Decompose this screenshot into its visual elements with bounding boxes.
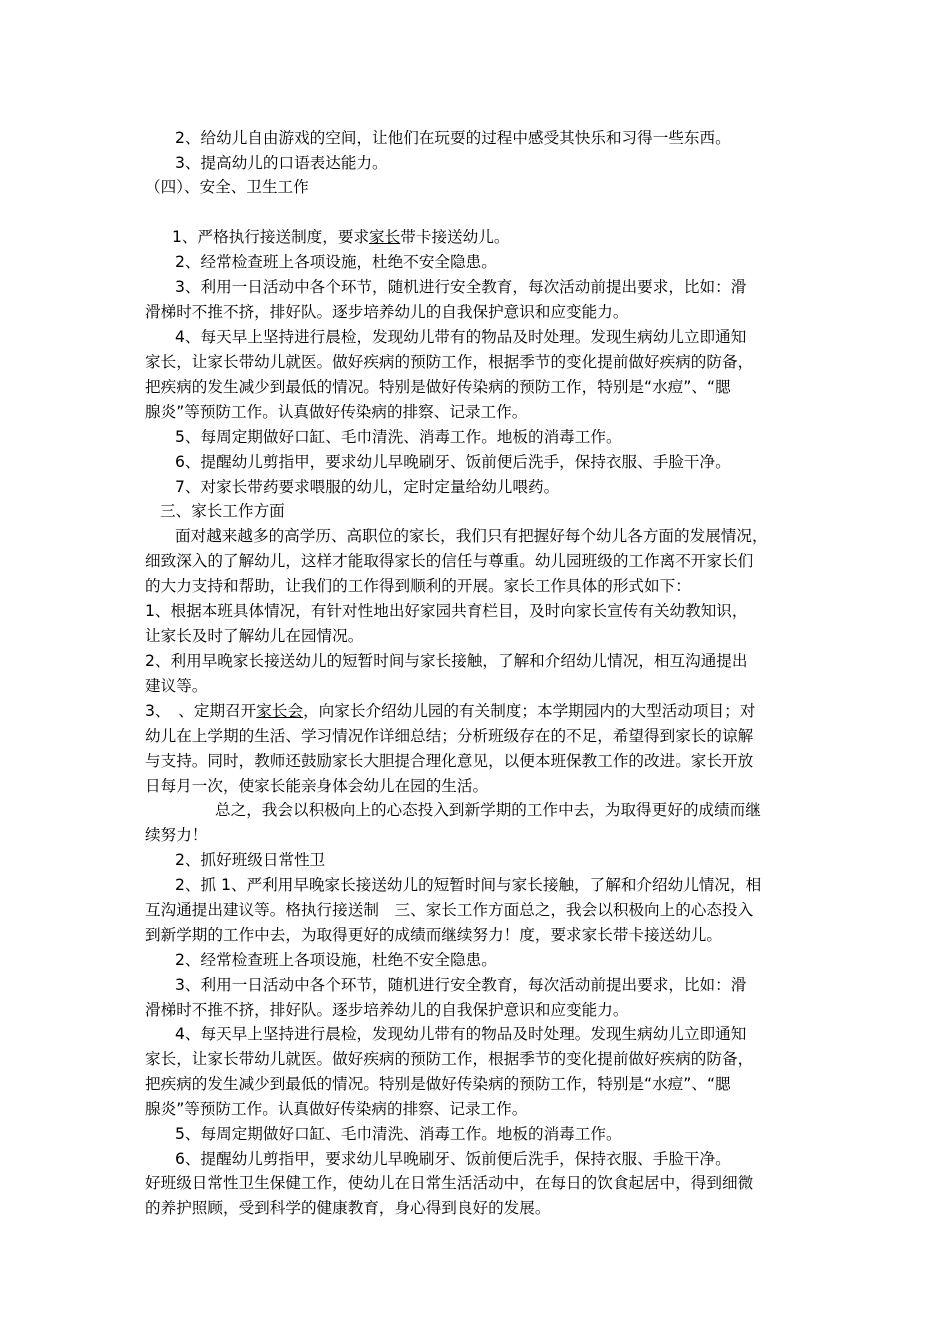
text-line: 3、提高幼儿的口语表达能力。: [175, 154, 388, 172]
text-line: 建议等。: [145, 677, 208, 695]
text-line: 3、利用一日活动中各个环节，随机进行安全教育，每次活动前提出要求，比如：滑: [175, 976, 747, 994]
text-line: 互沟通提出建议等。格执行接送制 三、家长工作方面总之，我会以积极向上的心态投入: [145, 901, 754, 919]
text-line: 到新学期的工作中去，为取得更好的成绩而继续努力！度，要求家长带卡接送幼儿。: [145, 926, 722, 944]
text-line: 与支持。同时，教师还鼓励家长大胆提合理化意见，以便本班保教工作的改进。家长开放: [145, 752, 754, 770]
text-line: 2、利用早晚家长接送幼儿的短暂时间与家长接触，了解和介绍幼儿情况，相互沟通提出: [145, 652, 748, 670]
text-line: 6、提醒幼儿剪指甲，要求幼儿早晚刷牙、饭前便后洗手，保持衣服、手脸干净。: [175, 453, 731, 471]
text-line: 把疾病的发生减少到最低的情况。特别是做好传染病的预防工作，特别是“水痘”、“腮: [145, 378, 731, 396]
text-segment: ，向家长介绍幼儿园的有关制度；本学期园内的大型活动项目；对: [303, 702, 756, 720]
text-line: 4、每天早上坚持进行晨检，发现幼儿带有的物品及时处理。发现生病幼儿立即通知: [175, 328, 747, 346]
section-heading: （四）、安全、卫生工作: [145, 178, 309, 196]
text-line: 4、每天早上坚持进行晨检，发现幼儿带有的物品及时处理。发现生病幼儿立即通知: [175, 1025, 747, 1043]
text-line: 腺炎”等预防工作。认真做好传染病的排察、记录工作。: [145, 1100, 528, 1118]
text-line: 续努力！: [145, 826, 208, 844]
text-line: 5、每周定期做好口缸、毛巾清洗、消毒工作。地板的消毒工作。: [175, 1125, 622, 1143]
text-line: 家长，让家长带幼儿就医。做好疾病的预防工作，根据季节的变化提前做好疾病的防备，: [145, 1050, 754, 1068]
text-line: 细致深入的了解幼儿，这样才能取得家长的信任与尊重。幼儿园班级的工作离不开家长们: [145, 552, 754, 570]
text-line: 2、经常检查班上各项设施，杜绝不安全隐患。: [175, 951, 497, 969]
text-line: 滑梯时不推不挤，排好队。逐步培养幼儿的自我保护意识和应变能力。: [145, 1001, 629, 1019]
text-line: 6、提醒幼儿剪指甲，要求幼儿早晚刷牙、饭前便后洗手，保持衣服、手脸干净。: [175, 1150, 731, 1168]
underlined-term: 家长会: [256, 702, 304, 720]
text-line: 3、利用一日活动中各个环节，随机进行安全教育，每次活动前提出要求，比如：滑: [175, 278, 747, 296]
text-line: [172, 227, 509, 247]
underlined-term: 家长: [369, 228, 401, 246]
text-line: 滑梯时不推不挤，排好队。逐步培养幼儿的自我保护意识和应变能力。: [145, 303, 629, 321]
text-line: 2、经常检查班上各项设施，杜绝不安全隐患。: [175, 253, 497, 271]
text-line: 腺炎”等预防工作。认真做好传染病的排察、记录工作。: [145, 403, 528, 421]
text-line: 的养护照顾，受到科学的健康教育，身心得到良好的发展。: [145, 1199, 551, 1217]
text-line: 5、每周定期做好口缸、毛巾清洗、消毒工作。地板的消毒工作。: [175, 428, 622, 446]
text-line: 1、根据本班具体情况，有针对性地出好家园共育栏目，及时向家长宣传有关幼教知识，: [145, 602, 748, 620]
text-line: 2、抓 1、严利用早晚家长接送幼儿的短暂时间与家长接触，了解和介绍幼儿情况，相: [175, 876, 762, 894]
text-segment: 1、严格执行接送制度，要求: [172, 228, 370, 246]
text-segment: 带卡接送幼儿。: [400, 228, 510, 246]
text-line: 好班级日常性卫生保健工作，使幼儿在日常生活活动中，在每日的饮食起居中，得到细微: [145, 1174, 754, 1192]
text-line: 面对越来越多的高学历、高职位的家长，我们只有把握好每个幼儿各方面的发展情况，: [175, 527, 768, 545]
text-line: 2、给幼儿自由游戏的空间，让他们在玩耍的过程中感受其快乐和习得一些东西。: [175, 129, 731, 147]
text-segment: 3、 、定期召开: [145, 702, 257, 720]
section-heading: 三、家长工作方面: [160, 502, 285, 520]
text-line: 2、抓好班级日常性卫: [175, 851, 326, 869]
text-line: 总之，我会以积极向上的心态投入到新学期的工作中去，为取得更好的成绩而继: [215, 801, 761, 819]
text-line: 把疾病的发生减少到最低的情况。特别是做好传染病的预防工作，特别是“水痘”、“腮: [145, 1075, 731, 1093]
text-line: 的大力支持和帮助，让我们的工作得到顺利的开展。家长工作具体的形式如下：: [145, 577, 691, 595]
text-line: 7、对家长带药要求喂服的幼儿，定时定量给幼儿喂药。: [175, 478, 560, 496]
text-line: 家长，让家长带幼儿就医。做好疾病的预防工作，根据季节的变化提前做好疾病的防备，: [145, 353, 754, 371]
text-line: [145, 701, 755, 721]
text-line: 让家长及时了解幼儿在园情况。: [145, 627, 364, 645]
text-line: 幼儿在上学期的生活、学习情况作详细总结；分析班级存在的不足，希望得到家长的谅解: [145, 727, 754, 745]
text-line: 日每月一次，使家长能亲身体会幼儿在园的生活。: [145, 777, 489, 795]
